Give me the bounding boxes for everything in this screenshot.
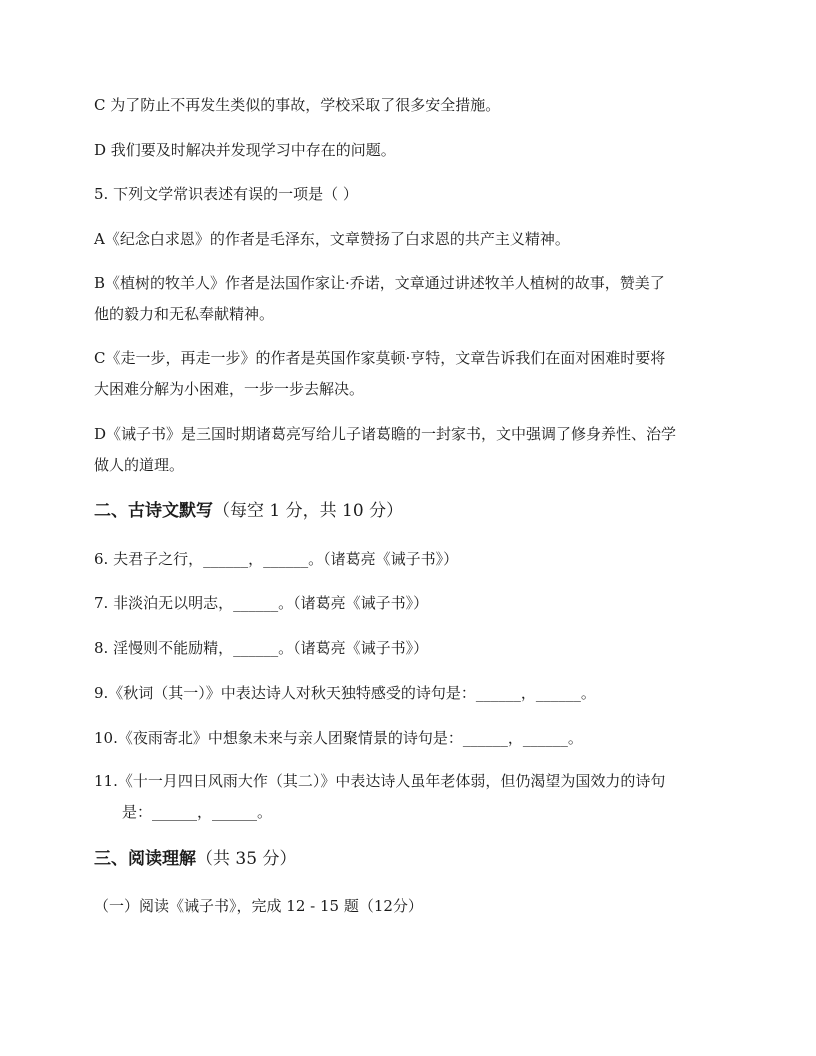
q5-option-b-line2: 他的毅力和无私奉献精神。 (94, 305, 275, 323)
section-3-title: 三、阅读理解 (94, 849, 196, 869)
question-11-line2: 是：______，______。 (122, 803, 273, 821)
section-2-heading (94, 497, 403, 525)
q5-option-b-line1: B《植树的牧羊人》作者是法国作家让·乔诺，文章通过讲述牧羊人植树的故事，赞美了 (94, 274, 665, 292)
q4-option-d: D 我们要及时解决并发现学习中存在的问题。 (94, 141, 396, 159)
q5-option-d-line2: 做人的道理。 (94, 456, 185, 474)
section-2-score: （每空 1 分，共 10 分） (213, 501, 404, 521)
question-6: 6. 夫君子之行，______，______。（诸葛亮《诫子书》） (94, 550, 459, 568)
question-7: 7. 非淡泊无以明志，______。（诸葛亮《诫子书》） (94, 594, 429, 612)
q5-option-d-line1: D《诫子书》是三国时期诸葛亮写给儿子诸葛瞻的一封家书，文中强调了修身养性、治学 (94, 425, 677, 443)
section-3-sub1: （一）阅读《诫子书》，完成 12 - 15 题（12分） (94, 897, 423, 915)
question-10: 10.《夜雨寄北》中想象未来与亲人团聚情景的诗句是：______，______。 (94, 729, 583, 747)
question-11-line1: 11.《十一月四日风雨大作（其二）》中表达诗人虽年老体弱，但仍渴望为国效力的诗句 (94, 772, 666, 790)
q5-option-c-line2: 大困难分解为小困难，一步一步去解决。 (94, 380, 365, 398)
question-9: 9.《秋词（其一）》中表达诗人对秋天独特感受的诗句是：______，______。 (94, 684, 596, 702)
question-8: 8. 淫慢则不能励精，______。（诸葛亮《诫子书》） (94, 639, 429, 657)
q5-option-a: A《纪念白求恩》的作者是毛泽东，文章赞扬了白求恩的共产主义精神。 (94, 230, 570, 248)
section-3-heading (94, 845, 296, 873)
section-3-score: （共 35 分） (196, 849, 297, 869)
section-2-title: 二、古诗文默写 (94, 501, 213, 521)
q4-option-c: C 为了防止不再发生类似的事故，学校采取了很多安全措施。 (94, 96, 501, 114)
q5-option-c-line1: C《走一步，再走一步》的作者是英国作家莫顿·亨特，文章告诉我们在面对困难时要将 (94, 349, 666, 367)
question-5: 5. 下列文学常识表述有误的一项是（ ） (94, 185, 358, 203)
